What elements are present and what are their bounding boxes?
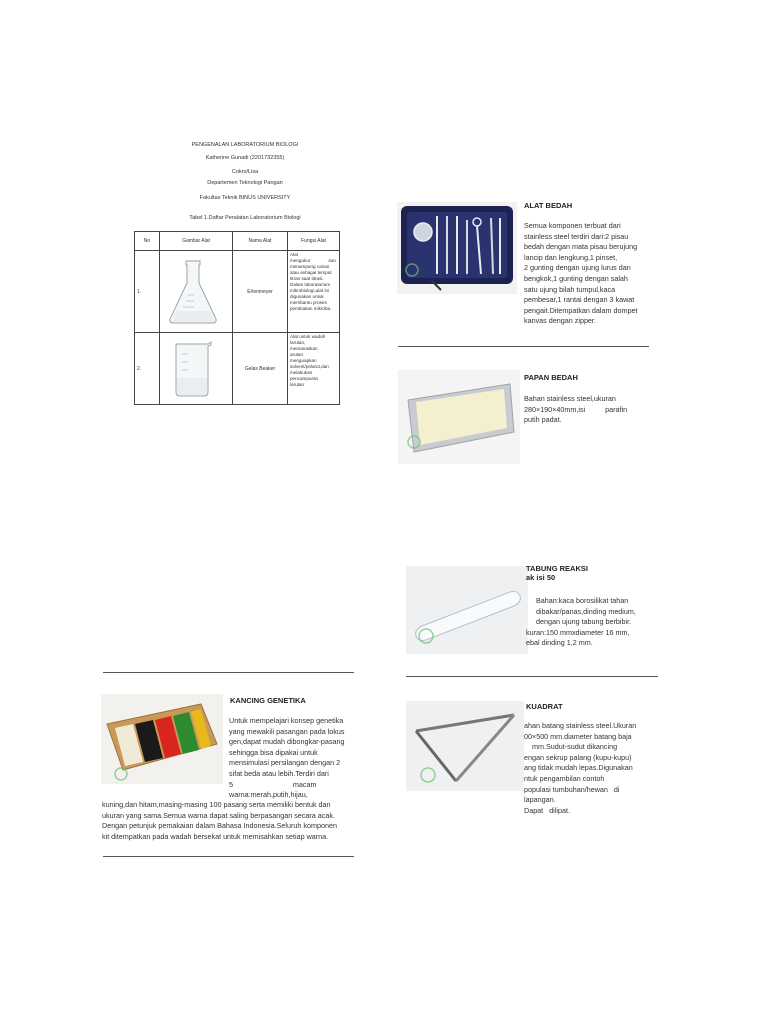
text-line: ahan batang stainless steel.Ukuran — [524, 721, 637, 730]
table-row — [135, 333, 340, 405]
names-line: Cokro/Lisa — [231, 169, 259, 175]
title-line: TABUNG REAKSI — [526, 564, 588, 573]
fungsi-line: mikrobiologi,alat ini — [290, 288, 330, 293]
papan-bedah-description — [524, 394, 628, 426]
alat-bedah-image — [397, 202, 517, 294]
papan-bedah-image — [398, 370, 520, 464]
kuadrat-image — [406, 701, 524, 791]
kancing-genetika-full-text — [102, 800, 358, 842]
text-line: kuning,dan hitam,masing-masing 100 pasang serta memiliki bentuk dan — [102, 800, 331, 809]
text-line: sifat beda atau lebih.Terdiri dari — [229, 768, 329, 778]
fungsi-line: pencampuran — [290, 376, 319, 381]
alat-bedah-title: ALAT BEDAH — [524, 201, 573, 210]
text-line: dengan ujung tabung berbibir. — [536, 617, 632, 627]
row-nama: Erlenmeyer — [233, 251, 288, 333]
table-row — [135, 251, 340, 333]
title-line: ak isi 50 — [526, 573, 556, 582]
kuadrat-description — [524, 721, 652, 816]
col-header-nama: Nama Alat — [233, 232, 288, 251]
fungsi-line: Alat — [290, 252, 298, 257]
text-line: 280×190×40mm,isi parafin — [524, 404, 628, 414]
col-header-gambar: Gambar Alat — [160, 232, 233, 251]
papan-bedah-title: PAPAN BEDAH — [524, 373, 578, 382]
fungsi-line: menampung cairan — [290, 264, 330, 269]
tabung-reaksi-description — [526, 596, 648, 649]
fungsi-line: menguapkan — [290, 358, 317, 363]
text-line: kanvas dengan zipper. — [524, 316, 596, 326]
fungsi-line: mengukur 4an — [290, 258, 336, 263]
fungsi-line: arutan — [290, 352, 304, 357]
section-divider — [406, 676, 658, 677]
text-line: kit ditempatkan pada wadah bersekat untuk memisahkan setiap warna. — [102, 831, 329, 841]
text-line: warna:merah,putih,hijau, — [229, 790, 308, 800]
text-line: Dengan petunjuk pemakaian dalam Bahasa Indonesia.Seluruh komponen — [102, 821, 337, 831]
text-line: dibakar/panas,dinding medium, — [536, 606, 636, 616]
text-line: sehingga bisa dipakai untuk — [229, 747, 318, 757]
fungsi-line: larutan — [290, 382, 305, 387]
alat-bedah-description — [524, 221, 654, 327]
col-header-fungsi: Fungsi Alat — [288, 232, 340, 251]
text-line: putih padat. — [524, 415, 562, 425]
document-title: PENGENALAN LABORATORIUM BIOLOGI — [191, 142, 299, 148]
fungsi-line: Dalam laboratorium — [290, 282, 331, 287]
row-nama: Gelas Beaker — [233, 333, 288, 405]
text-line: bedah dengan mata pisau berujung — [524, 242, 638, 252]
kancing-genetika-title: KANCING GENETIKA — [230, 696, 306, 705]
row-fungsi — [288, 333, 340, 405]
text-line: bengkok,1 gunting dengan salah — [524, 273, 628, 283]
text-line: engan sekrup palang (kupu-kupu) — [524, 752, 632, 762]
kancing-genetika-description — [229, 716, 358, 801]
equipment-table — [134, 231, 340, 405]
fungsi-line: Alat untuk wadah — [290, 334, 326, 339]
text-line: 5 macam — [229, 779, 317, 789]
fungsi-line: pembiakan mikroba. — [290, 306, 332, 311]
tabung-reaksi-image — [406, 566, 528, 654]
text-line: pembesar,1 rantai dengan 3 kawat — [524, 295, 635, 305]
section-divider — [398, 346, 649, 347]
text-line: Bahan stainless steel,ukuran — [524, 394, 616, 403]
text-line: lancip dan lengkung,1 pinset, — [524, 252, 618, 262]
text-line: Bahan:kaca borosilikat tahan — [536, 596, 629, 605]
text-line: ebal dinding 1,2 mm. — [526, 638, 593, 648]
text-line: Dapat dilipat. — [524, 805, 570, 815]
col-header-no: No — [135, 232, 160, 251]
table-caption: Tabel 1.Daftar Peralatan Laboratorium Biologi — [189, 215, 301, 221]
text-line: gen,dapat mudah dibongkar-pasang — [229, 737, 345, 747]
row-fungsi — [288, 251, 340, 333]
row-number: 2. — [135, 333, 160, 405]
fungsi-line: larutan, — [290, 340, 306, 345]
tabung-reaksi-title — [526, 564, 588, 582]
text-line: stainless steel terdiri dari:2 pisau — [524, 231, 629, 241]
section-divider — [103, 672, 354, 673]
fungsi-line: memanaskan — [290, 346, 318, 351]
text-line: yang mewakili pasangan pada lokus — [229, 726, 345, 736]
text-line: satu ujung bilah tumpul,kaca — [524, 284, 616, 294]
fungsi-line: titran saat titrasi. — [290, 276, 324, 281]
fungsi-line: digunakan untuk — [290, 294, 324, 299]
text-line: lapangan. — [524, 795, 556, 805]
text-line: ang tidak mudah lepas.Digunakan — [524, 763, 633, 773]
text-line: pengait.Ditempatkan dalam dompet — [524, 305, 638, 315]
beaker-image — [160, 333, 233, 405]
text-line: populasi tumbuhan/hewan di — [524, 784, 620, 794]
text-line: 2 gunting dengan ujung lurus dan — [524, 263, 631, 273]
erlenmeyer-image — [160, 251, 233, 333]
fungsi-line: atau sebagai tempat — [290, 270, 332, 275]
fungsi-line: membantu proses — [290, 300, 327, 305]
text-line: Untuk mempelajari konsep genetika — [229, 716, 344, 725]
text-line: kuran:150 mmxdiameter 16 mm, — [526, 627, 630, 637]
table-header-row — [135, 232, 340, 251]
faculty-line: Fakultas Teknik BINUS UNIVERSITY — [199, 195, 291, 201]
text-line: 00×500 mm.diameter batang baja — [524, 731, 632, 741]
fungsi-line: melakukan — [290, 370, 313, 375]
text-line: ntuk pengambilan contoh — [524, 773, 605, 783]
text-line: Semua komponen terbuat dari — [524, 221, 621, 230]
author-line: Katherine Gunadi (2201732355) — [205, 155, 285, 161]
fungsi-line: solvent/pelarut,dan — [290, 364, 329, 369]
kuadrat-title: KUADRAT — [526, 702, 563, 711]
section-divider — [103, 856, 354, 857]
department-line: Departemen Teknologi Pangan — [207, 180, 283, 186]
text-line: ukuran yang sama.Semua warna dapat saling berpasangan secara acak. — [102, 810, 335, 820]
text-line: mm.Sudut-sudut dikancing — [532, 742, 618, 752]
kancing-genetika-image — [101, 694, 223, 784]
text-line: mensimulasi persilangan dengan 2 — [229, 758, 341, 768]
row-number: 1. — [135, 251, 160, 333]
